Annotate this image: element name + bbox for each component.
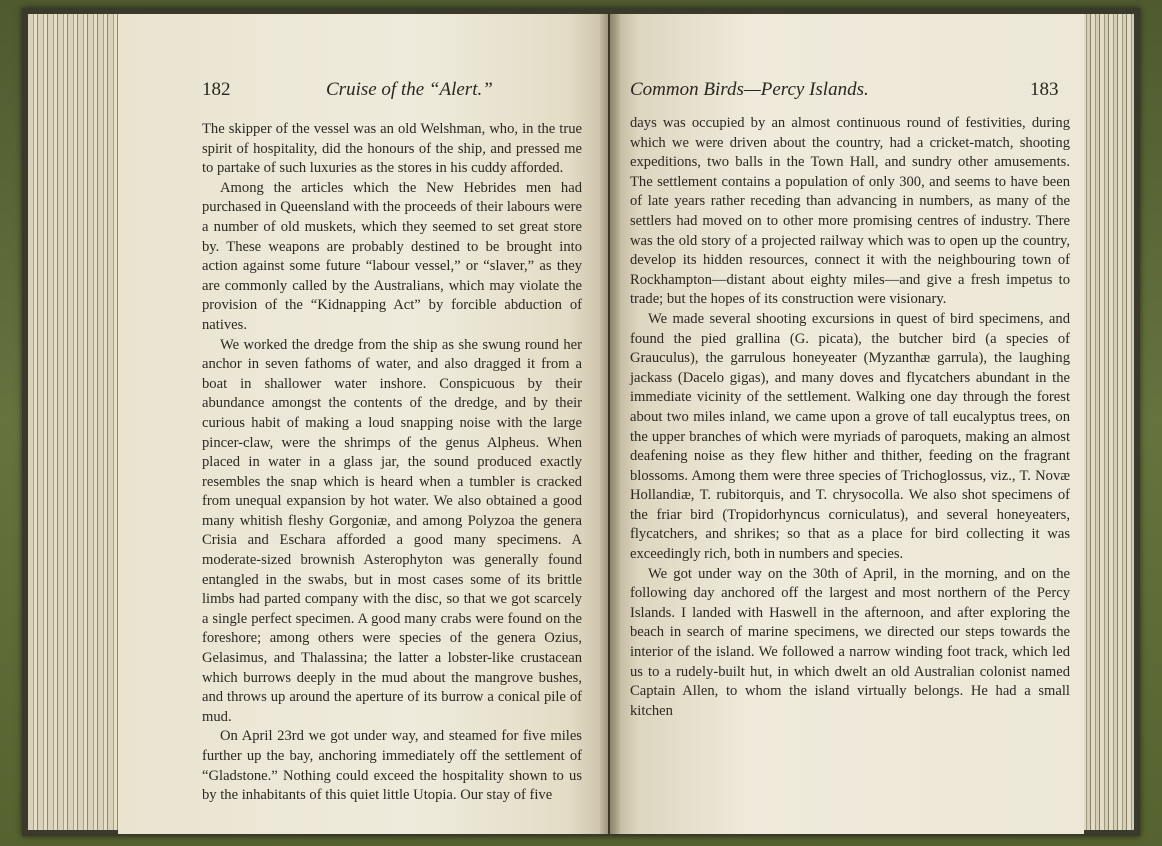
left-page-number: 182 <box>202 79 231 100</box>
paragraph: The skipper of the vessel was an old Welshman, who, in the true spirit of hospitality, did the honours of the ship, and pressed me to partake of such luxuries as the stores in his cuddy afforded. <box>202 121 582 177</box>
paragraph: On April 23rd we got under way, and steamed for five miles further up the bay, anchoring immediately off the settlement of “Gladstone.” Nothing could exceed the hospitality shown to us by the inhabitants of this quiet little Utopia. Our stay of five <box>202 728 582 804</box>
left-page-edges <box>28 14 124 830</box>
paragraph: We worked the dredge from the ship as she swung round her anchor in seven fathoms of water, and also dragged it from a boat in shallower water inshore. Conspicuous by their abundance amongst the contents of the dredge, and by their curious habit of making a loud snapping noise with the large pincer-claw, were the shrimps of the genus Alpheus. When placed in water in a glass jar, the sound produced exactly resembles the snap which is heard when a tumbler is cracked from unequal expansion by hot water. We also obtained a good many whitish fleshy Gorgoniæ, and among Polyzoa the genera Crisia and Eschara afforded a good many specimens. A moderate-sized brownish Asterophyton was generally found entangled in the swabs, but in most cases some of its brittle limbs had parted company with the disc, so that we got scarcely a single perfect specimen. A good many crabs were found on the foreshore; among others were species of the genera Ozius, Gelasimus, and Thalassina; the latter a lobster-like crustacean which burrows deeply in the mud about the mangrove bushes, and throws up around the aperture of its burrow a conical pile of mud. <box>202 336 582 725</box>
left-page-body <box>202 120 582 806</box>
right-page-body <box>630 114 1070 721</box>
left-page-header <box>202 76 582 104</box>
paragraph: We got under way on the 30th of April, in the morning, and on the following day anchored off the largest and most northern of the Percy Islands. I landed with Haswell in the afternoon, and after exploring the beach in search of marine specimens, we directed our steps towards the interior of the island. We followed a narrow winding foot track, which led us to a rudely-built hut, in which dwelt an old Australian colonist named Captain Allen, to whom the island virtually belongs. He had a small kitchen <box>630 565 1070 719</box>
book-gutter <box>600 14 620 834</box>
right-page-number: 183 <box>1030 79 1059 100</box>
right-page-edges <box>1082 14 1134 830</box>
paragraph: Among the articles which the New Hebrides men had purchased in Queensland with the proceeds of their labours were a number of old muskets, which they seemed to set great store by. These weapons are probably destined to be brought into action against some future “labour vessel,” or “slaver,” as they are commonly called by the Australians, which may violate the provision of the “Kidnapping Act” by forcible abduction of natives. <box>202 179 582 333</box>
right-running-title: Common Birds—Percy Islands. <box>630 79 869 100</box>
right-page-header <box>630 76 1070 104</box>
paragraph: days was occupied by an almost continuous round of festivities, during which we were driven about the country, had a cricket-match, shooting expeditions, two balls in the Town Hall, and sundry other amusements. The settlement contains a population of only 300, and seems to have been of late years rather receding than advancing in numbers, as many of the settlers had moved on to other more promising centres of industry. There was the old story of a projected railway which was to open up the country, develop its hidden resources, connect it with the neighbouring town of Rockhampton—distant about eighty miles—and give a fresh impetus to trade; but the hopes of its construction were visionary. <box>630 115 1070 308</box>
left-running-title: Cruise of the “Alert.” <box>326 79 493 100</box>
paragraph: We made several shooting excursions in quest of bird specimens, and found the pied grallina (G. picata), the butcher bird (a species of Grauculus), the garrulous honeyeater (Myzanthæ garrula), the laughing jackass (Dacelo gigas), and many doves and flycatchers abundant in the immediate vicinity of the settlement. Walking one day through the forest about two miles inland, we came upon a grove of tall eucalyptus trees, on the upper branches of which were myriads of paroquets, making an almost deafening noise as they flew hither and thither, feeding on the fragrant blossoms. Among them were three species of Trichoglossus, viz., T. Novæ Hollandiæ, T. rubitorquis, and T. chrysocolla. We also shot specimens of the friar bird (Tropidorhyncus corniculatus), and several honeyeaters, flycatchers, and shrikes; so that as a place for bird collecting it was exceedingly rich, both in numbers and species. <box>630 310 1070 563</box>
